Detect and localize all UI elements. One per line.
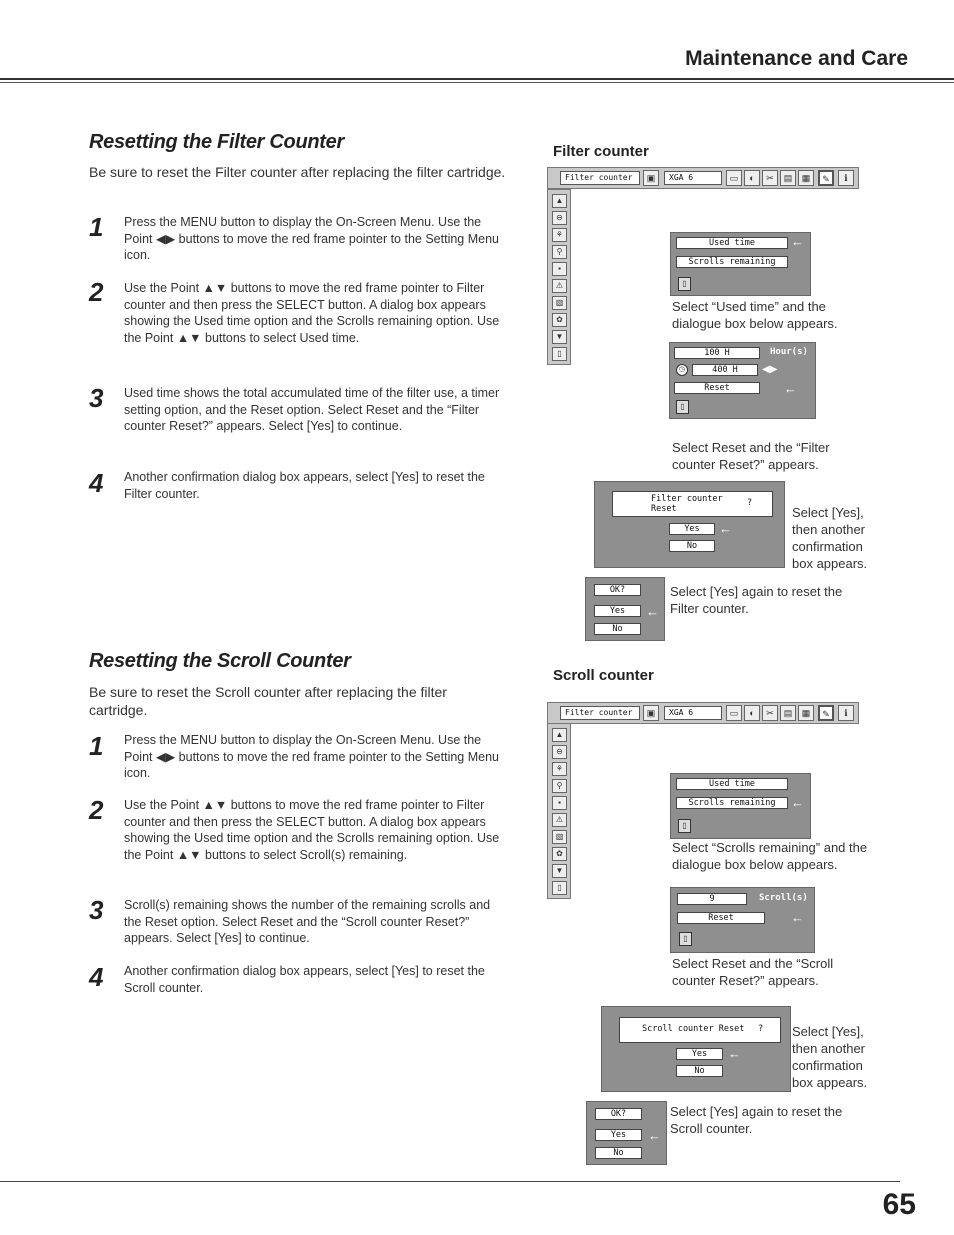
menu-mode-field: XGA 6 (664, 706, 722, 720)
sound-icon: ▦ (798, 705, 814, 721)
filter-ok-dialog (585, 577, 665, 641)
filter-caption-3: Select [Yes], then another confirmation box appears. (792, 505, 868, 571)
question-mark: ? (747, 498, 753, 508)
filter-icon: ▧ (552, 830, 567, 844)
return-icon[interactable]: ▯ (678, 277, 691, 291)
filter-figure-label: Filter counter (553, 143, 649, 160)
keystone-icon: ⚲ (552, 779, 567, 793)
scroll-step-1-number: 1 (89, 731, 104, 761)
page-number: 65 (882, 1188, 916, 1221)
scroll-intro: Be sure to reset the Scroll counter after replacing the filter cartridge. (89, 684, 447, 718)
pointer-arrow-icon: ← (648, 1128, 661, 1143)
setting-icon: ✎ (818, 170, 834, 186)
filter-step-1-number: 1 (89, 212, 104, 242)
warning-icon: ⚠ (552, 813, 567, 827)
scroll-count-value: 9 (677, 893, 747, 905)
filter-menu-sidebar (547, 189, 571, 365)
input-icon: ▭ (726, 170, 742, 186)
scrolls-remaining-option[interactable]: Scrolls remaining (676, 256, 788, 268)
filter-caption-4: Select [Yes] again to reset the Filter counter. (670, 584, 843, 616)
down-arrow-icon: ▼ (552, 330, 567, 344)
reset-option[interactable]: Reset (677, 912, 765, 924)
screen-size-icon: ▤ (780, 705, 796, 721)
reset-option[interactable]: Reset (674, 382, 760, 394)
menu-item-field: Filter counter (560, 706, 640, 720)
ok-question: OK? (594, 584, 641, 596)
auto-setup-icon: ⚘ (552, 228, 567, 242)
header-rule (0, 78, 954, 80)
left-right-arrows-icon: ◀▶ (762, 364, 778, 375)
scroll-reset-confirm-dialog (601, 1006, 791, 1092)
filter-step-1-text: Press the MENU button to display the On-Screen Menu. Use the Point ◀▶ buttons to move the red frame pointer to the Setting Menu icon. (124, 215, 499, 263)
scroll-step-4-number: 4 (89, 962, 104, 992)
background-icon: ▪ (552, 262, 567, 276)
scrolls-remaining-option[interactable]: Scrolls remaining (676, 797, 788, 809)
menu-mode-field: XGA 6 (664, 171, 722, 185)
warning-icon: ⚠ (552, 279, 567, 293)
lamp-icon: ✿ (552, 847, 567, 861)
screen-icon: ▣ (643, 705, 659, 721)
image-adjust-icon: ✂ (762, 705, 778, 721)
scroll-ok-dialog (586, 1101, 667, 1165)
timer-clock-icon: ◷ (676, 364, 688, 376)
filter-step-3-number: 3 (89, 383, 104, 413)
pointer-arrow-icon: ← (646, 604, 659, 619)
filter-reset-confirm-dialog (594, 481, 785, 568)
used-time-option[interactable]: Used time (676, 237, 788, 249)
filter-caption-1: Select “Used time” and the dialogue box below appears. (672, 299, 838, 331)
return-icon[interactable]: ▯ (676, 400, 689, 414)
scroll-counter-reset-question (619, 1017, 781, 1043)
auto-setup-icon: ⚘ (552, 762, 567, 776)
yes-button[interactable]: Yes (676, 1048, 723, 1060)
language-icon: ⊖ (552, 745, 567, 759)
scroll-figure-label: Scroll counter (553, 667, 654, 684)
ok-question: OK? (595, 1108, 642, 1120)
scroll-caption-2: Select Reset and the “Scroll counter Reset?” appears. (672, 956, 834, 988)
filter-intro: Be sure to reset the Filter counter after replacing the filter cartridge. (89, 164, 506, 180)
image-icon: ◐ (744, 705, 760, 721)
screen-icon: ▣ (643, 170, 659, 186)
filter-step-2-number: 2 (89, 277, 104, 307)
information-icon: ℹ (838, 705, 854, 721)
used-time-option[interactable]: Used time (676, 778, 788, 790)
no-button[interactable]: No (594, 623, 641, 635)
scroll-step-2-number: 2 (89, 795, 104, 825)
used-time-value: 100 H (674, 347, 760, 359)
filter-counter-reset-question (612, 491, 773, 517)
return-icon[interactable]: ▯ (679, 932, 692, 946)
filter-step-2-text: Use the Point ▲▼ buttons to move the red frame pointer to Filter counter and then press the SELECT button. A dialog box appears showing the Used time option and the Scrolls remaining option. Use the Point ▲▼ buttons to select Used time. (124, 281, 500, 345)
sound-icon: ▦ (798, 170, 814, 186)
image-adjust-icon: ✂ (762, 170, 778, 186)
yes-button[interactable]: Yes (595, 1129, 642, 1141)
setting-icon: ✎ (818, 705, 834, 721)
scroll-step-3-text: Scroll(s) remaining shows the number of the remaining scrolls and the Reset option. Select Reset and the “Scroll counter Reset?” appears. Select [Yes] to continue. (124, 898, 491, 946)
up-arrow-icon: ▲ (552, 728, 567, 742)
header-rule-thin (0, 82, 954, 83)
yes-button[interactable]: Yes (594, 605, 641, 617)
scroll-unit-label: Scroll(s) (759, 893, 808, 903)
pointer-arrow-icon: ← (784, 381, 797, 396)
hour-unit-label: Hour(s) (770, 347, 808, 357)
no-button[interactable]: No (676, 1065, 723, 1077)
pointer-arrow-icon: ← (728, 1046, 741, 1061)
scroll-step-4-text: Another confirmation dialog box appears, select [Yes] to reset the Scroll counter. (124, 964, 485, 995)
no-button[interactable]: No (595, 1147, 642, 1159)
no-button[interactable]: No (669, 540, 715, 552)
question-text: Scroll counter Reset (642, 1024, 745, 1034)
language-icon: ⊖ (552, 211, 567, 225)
filter-caption-2: Select Reset and the “Filter counter Reset?” appears. (672, 440, 830, 472)
question-mark: ? (758, 1024, 764, 1034)
pointer-arrow-icon: ← (719, 521, 732, 536)
image-icon: ◐ (744, 170, 760, 186)
scroll-step-1-text: Press the MENU button to display the On-Screen Menu. Use the Point ◀▶ buttons to move the red frame pointer to the Setting Menu icon. (124, 733, 499, 781)
keystone-icon: ⚲ (552, 245, 567, 259)
scroll-caption-4: Select [Yes] again to reset the Scroll counter. (670, 1104, 843, 1136)
background-icon: ▪ (552, 796, 567, 810)
menu-item-field: Filter counter (560, 171, 640, 185)
pointer-arrow-icon: ← (791, 910, 804, 925)
filter-dialog-used-time (669, 342, 816, 419)
filter-icon: ▧ (552, 296, 567, 310)
chapter-title: Maintenance and Care (685, 47, 908, 70)
filter-menu-bar (547, 167, 859, 189)
scroll-step-3-number: 3 (89, 895, 104, 925)
scroll-menu-bar (547, 702, 859, 724)
up-arrow-icon: ▲ (552, 194, 567, 208)
filter-dialog-select (670, 232, 811, 296)
scroll-step-2-text: Use the Point ▲▼ buttons to move the red frame pointer to Filter counter and then press the SELECT button. A dialog box appears showing the Used time option and the Scrolls remaining option. Use the Point ▲▼ buttons to select Scroll(s) remaining. (124, 798, 500, 862)
down-arrow-icon: ▼ (552, 864, 567, 878)
scroll-caption-3: Select [Yes], then another confirmation box appears. (792, 1024, 868, 1090)
pointer-arrow-icon: ← (791, 795, 804, 810)
filter-step-4-text: Another confirmation dialog box appears, select [Yes] to reset the Filter counter. (124, 470, 485, 501)
lamp-icon: ✿ (552, 313, 567, 327)
information-icon: ℹ (838, 170, 854, 186)
exit-icon: ▯ (552, 347, 567, 361)
yes-button[interactable]: Yes (669, 523, 715, 535)
input-icon: ▭ (726, 705, 742, 721)
filter-step-4-number: 4 (89, 468, 104, 498)
question-text: Filter counter Reset (651, 494, 723, 514)
footer-rule (0, 1181, 900, 1182)
screen-size-icon: ▤ (780, 170, 796, 186)
section-title-scroll: Resetting the Scroll Counter (89, 650, 351, 672)
timer-setting-value[interactable]: 400 H (692, 364, 758, 376)
scroll-dialog-remaining (670, 887, 815, 953)
return-icon[interactable]: ▯ (678, 819, 691, 833)
pointer-arrow-icon: ← (791, 234, 804, 249)
scroll-menu-sidebar (547, 723, 571, 899)
section-title-filter: Resetting the Filter Counter (89, 131, 344, 153)
scroll-caption-1: Select “Scrolls remaining” and the dialogue box below appears. (672, 840, 868, 872)
filter-step-3-text: Used time shows the total accumulated time of the filter use, a timer setting option, and the Reset option. Select Reset and the “Filter counter Reset?” appears. Select [Yes] to continue. (124, 386, 500, 434)
scroll-dialog-select (670, 773, 811, 839)
exit-icon: ▯ (552, 881, 567, 895)
